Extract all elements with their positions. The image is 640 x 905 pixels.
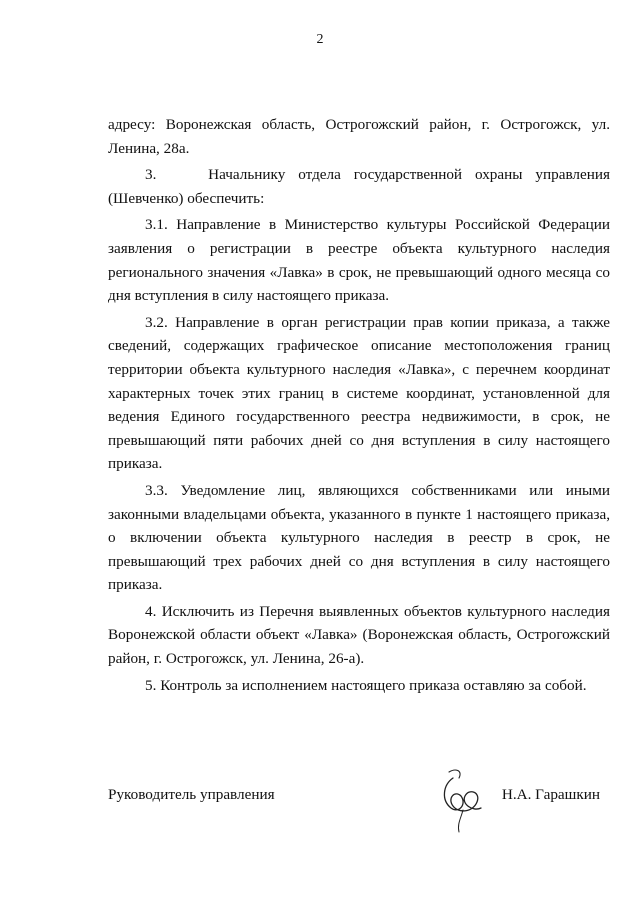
signature-block — [108, 782, 610, 842]
page-number: 2 — [316, 32, 324, 47]
paragraph-item-3: 3. Начальнику отдела государственной охраны управления (Шевченко) обеспечить: — [108, 166, 610, 207]
paragraph-item-3-1: 3.1. Направление в Министерство культуры Российской Федерации заявления о регистрации в реестре объекта культурного наследия регионального значения «Лавка» в срок, не превышающий одного месяца со дня вступления в силу настоящего приказа. — [108, 216, 610, 305]
paragraph-address-continuation: адресу: Воронежская область, Острогожский район, г. Острогожск, ул. Ленина, 28а. — [108, 116, 610, 157]
document-body — [108, 113, 610, 700]
signatory-title: Руководитель управления — [108, 786, 275, 803]
paragraph-item-4: 4. Исключить из Перечня выявленных объектов культурного наследия Воронежской области объект «Лавка» (Воронежская область, Острогожский район, г. Острогожск, ул. Ленина, 26-а). — [108, 602, 610, 668]
paragraph-item-5: 5. Контроль за исполнением настоящего приказа оставляю за собой. — [145, 676, 587, 694]
paragraph-item-3-3: 3.3. Уведомление лиц, являющихся собственниками или иными законными владельцами объекта, указанного в пункте 1 настоящего приказа, о включении объекта культурного наследия в реестр в срок, не превышающий трех рабочих дней со дня вступления в силу настоящего приказа. — [108, 481, 610, 594]
paragraph-item-3-2: 3.2. Направление в орган регистрации прав копии приказа, а также сведений, содержащих графическое описание местоположения границ территории объекта культурного наследия «Лавка», с перечнем координат характерных точек этих границ в системе координат, установленной для ведения Единого государственного реестра недвижимости, в срок, не превышающий пяти рабочих дней со дня вступления в силу настоящего приказа. — [108, 313, 610, 473]
signatory-name: Н.А. Гарашкин — [501, 786, 600, 803]
handwritten-signature — [433, 760, 493, 840]
